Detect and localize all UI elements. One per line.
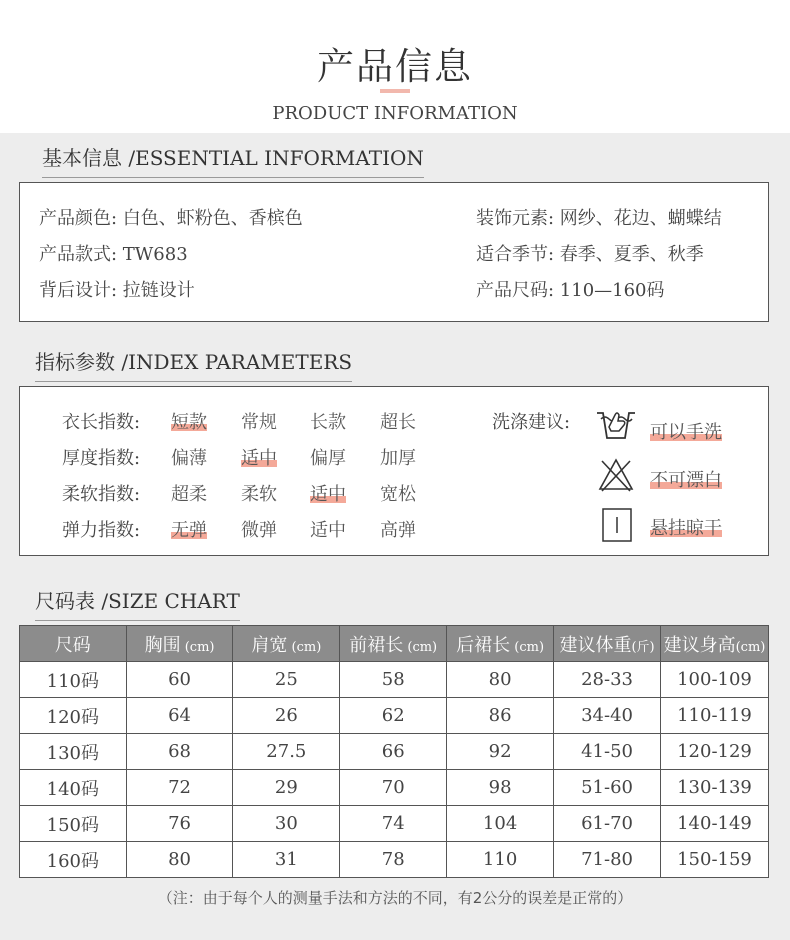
size-chart-table [19,625,769,878]
page-subtitle: PRODUCT INFORMATION [272,103,518,124]
col-header-height: 建议身高(cm) [661,626,769,662]
size-chart-header-row [20,626,769,662]
basic-info-title: 基本信息 /ESSENTIAL INFORMATION [42,142,424,178]
index-option: 适中 [241,444,277,470]
table-cell: 92 [447,734,554,770]
wash-label-hang-dry: 悬挂晾干 [650,514,722,540]
table-cell: 140-149 [661,806,769,842]
table-cell: 110-119 [661,698,769,734]
table-cell: 51-60 [554,770,661,806]
table-cell: 25 [233,662,340,698]
index-option: 偏薄 [171,448,207,469]
table-cell: 31 [233,842,340,878]
wash-label-no-bleach: 不可漂白 [650,466,722,492]
table-row [20,662,769,698]
wash-label-hand-wash: 可以手洗 [650,418,722,444]
size-chart-title: 尺码表 /SIZE CHART [35,585,240,621]
table-cell: 27.5 [233,734,340,770]
table-cell: 100-109 [661,662,769,698]
table-cell: 70 [340,770,447,806]
table-cell: 28-33 [554,662,661,698]
index-label-length: 衣长指数: [62,412,141,433]
index-option: 无弹 [171,516,207,542]
table-cell: 64 [126,698,233,734]
info-back-design: 背后设计: 拉链设计 [39,280,195,301]
table-cell: 74 [340,806,447,842]
page-title: 产品信息 [317,45,473,88]
table-cell: 78 [340,842,447,878]
index-option: 微弹 [241,520,277,541]
col-header-size: 尺码 [20,626,127,662]
table-cell: 60 [126,662,233,698]
col-header-weight: 建议体重(斤) [554,626,661,662]
col-header-chest: 胸围 (cm) [126,626,233,662]
table-cell: 130码 [20,734,127,770]
index-option: 短款 [171,408,207,434]
index-option: 长款 [310,412,346,433]
title-accent-bar [380,89,410,93]
col-header-front-length: 前裙长 (cm) [340,626,447,662]
hand-wash-icon [595,405,637,441]
index-option: 宽松 [380,484,416,505]
index-option: 高弹 [380,520,416,541]
table-cell: 66 [340,734,447,770]
col-header-shoulder: 肩宽 (cm) [233,626,340,662]
index-option: 常规 [241,412,277,433]
table-cell: 120码 [20,698,127,734]
index-params-box [19,386,769,556]
table-cell: 104 [447,806,554,842]
no-bleach-icon [598,457,634,493]
table-cell: 29 [233,770,340,806]
table-cell: 130-139 [661,770,769,806]
table-cell: 68 [126,734,233,770]
table-cell: 30 [233,806,340,842]
table-cell: 26 [233,698,340,734]
table-cell: 80 [447,662,554,698]
table-cell: 58 [340,662,447,698]
wash-advice-label: 洗涤建议: [492,412,571,433]
index-option: 加厚 [380,448,416,469]
table-row [20,698,769,734]
table-cell: 120-129 [661,734,769,770]
table-cell: 98 [447,770,554,806]
basic-info-box [19,182,769,322]
index-option: 超柔 [171,484,207,505]
hang-dry-icon [602,508,632,542]
table-cell: 71-80 [554,842,661,878]
table-cell: 140码 [20,770,127,806]
index-params-title: 指标参数 /INDEX PARAMETERS [35,346,352,382]
index-option: 柔软 [241,484,277,505]
index-label-elasticity: 弹力指数: [62,520,141,541]
table-cell: 62 [340,698,447,734]
table-row [20,806,769,842]
table-row [20,770,769,806]
table-cell: 150-159 [661,842,769,878]
index-option: 适中 [310,480,346,506]
col-header-back-length: 后裙长 (cm) [447,626,554,662]
info-style: 产品款式: TW683 [39,244,188,265]
index-label-thickness: 厚度指数: [62,448,141,469]
info-season: 适合季节: 春季、夏季、秋季 [476,244,704,265]
table-cell: 150码 [20,806,127,842]
table-cell: 61-70 [554,806,661,842]
index-label-softness: 柔软指数: [62,484,141,505]
table-cell: 72 [126,770,233,806]
measurement-note: （注：由于每个人的测量手法和方法的不同，有2公分的误差是正常的） [157,889,633,907]
table-cell: 41-50 [554,734,661,770]
table-row [20,842,769,878]
index-option: 超长 [380,412,416,433]
table-cell: 80 [126,842,233,878]
table-cell: 110 [447,842,554,878]
table-cell: 110码 [20,662,127,698]
index-option: 适中 [310,520,346,541]
index-option: 偏厚 [310,448,346,469]
info-color: 产品颜色: 白色、虾粉色、香槟色 [39,208,303,229]
table-cell: 160码 [20,842,127,878]
table-cell: 86 [447,698,554,734]
info-size-range: 产品尺码: 110—160码 [476,280,665,301]
table-cell: 76 [126,806,233,842]
table-cell: 34-40 [554,698,661,734]
page-header [0,0,790,133]
info-decoration: 装饰元素: 网纱、花边、蝴蝶结 [476,208,722,229]
table-row [20,734,769,770]
